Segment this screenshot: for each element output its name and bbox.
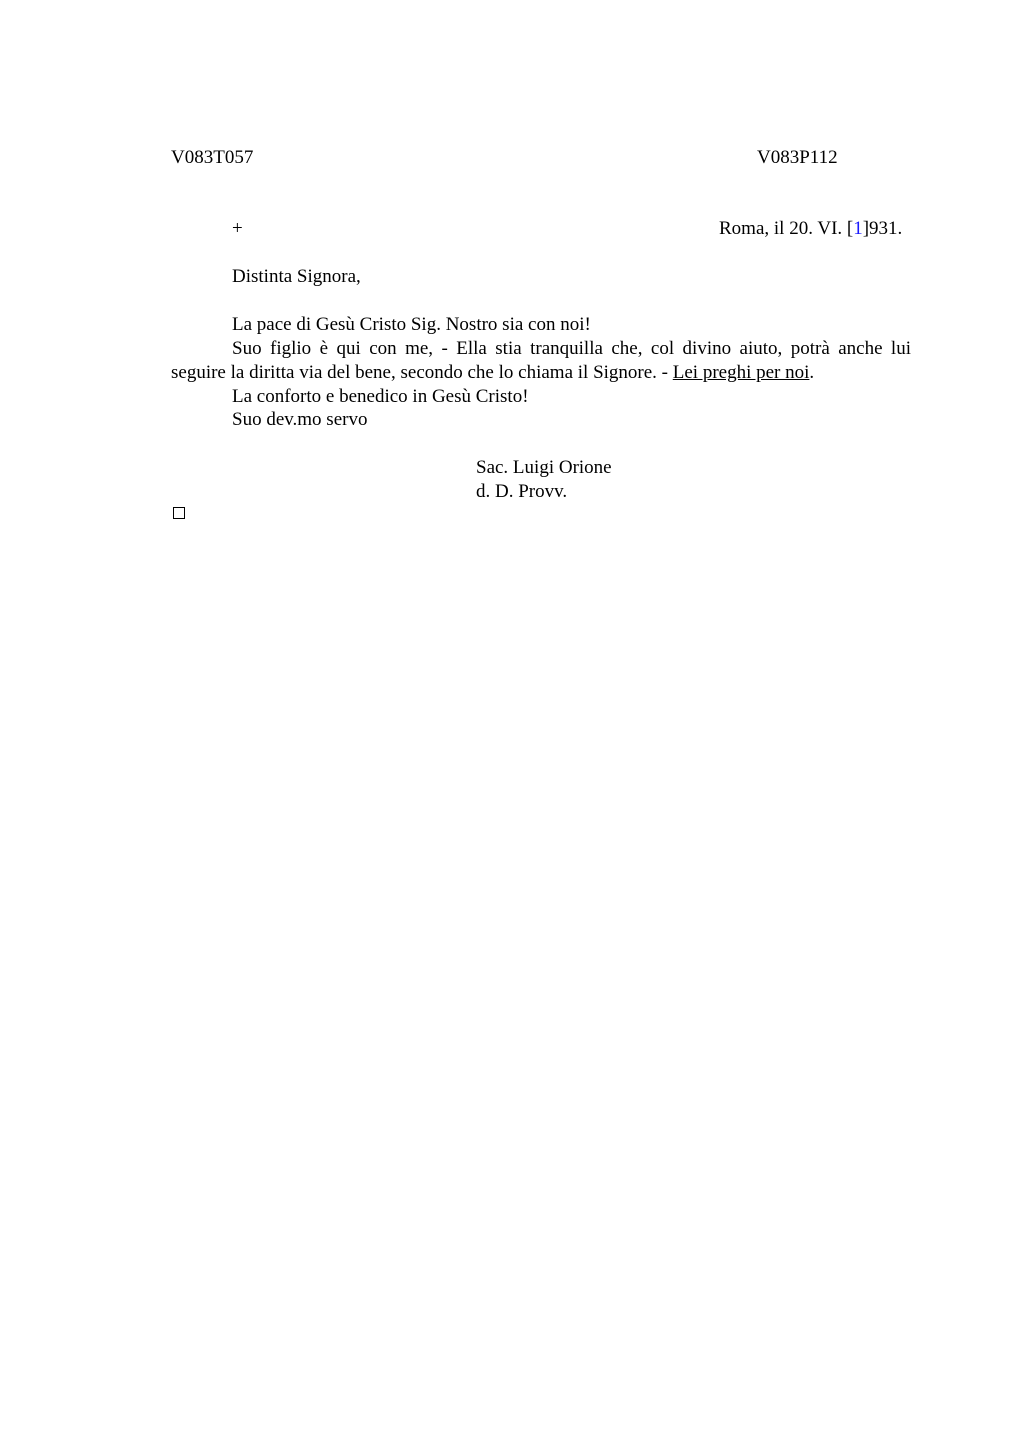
greeting-line: La pace di Gesù Cristo Sig. Nostro sia con noi! — [232, 314, 591, 335]
dateline — [719, 217, 902, 241]
body-paragraph-text: Suo figlio è qui con me, - Ella stia tranquilla che, col divino aiuto, potrà anche lui seguire la diritta via del bene, secondo che lo chiama il Signore. - — [171, 338, 911, 383]
signature-title: d. D. Provv. — [476, 481, 568, 502]
blessing-line: La conforto e benedico in Gesù Cristo! — [232, 386, 529, 407]
footnote-link[interactable]: 1 — [853, 218, 863, 239]
archive-code-right: V083P112 — [757, 147, 838, 168]
archive-code-left: V083T057 — [171, 147, 254, 168]
body-paragraph-end: . — [809, 362, 815, 383]
square-outline-icon — [173, 507, 185, 519]
closing-line: Suo dev.mo servo — [232, 409, 368, 430]
dateline-prefix: Roma, il 20. VI. [ — [719, 218, 854, 239]
dateline-suffix: ]931. — [862, 218, 903, 239]
salutation: Distinta Signora, — [232, 266, 361, 287]
signature-name: Sac. Luigi Orione — [476, 457, 612, 478]
body-paragraph — [171, 337, 911, 385]
underlined-prayer-request: Lei preghi per noi — [672, 362, 810, 383]
cross-symbol: + — [232, 218, 243, 239]
